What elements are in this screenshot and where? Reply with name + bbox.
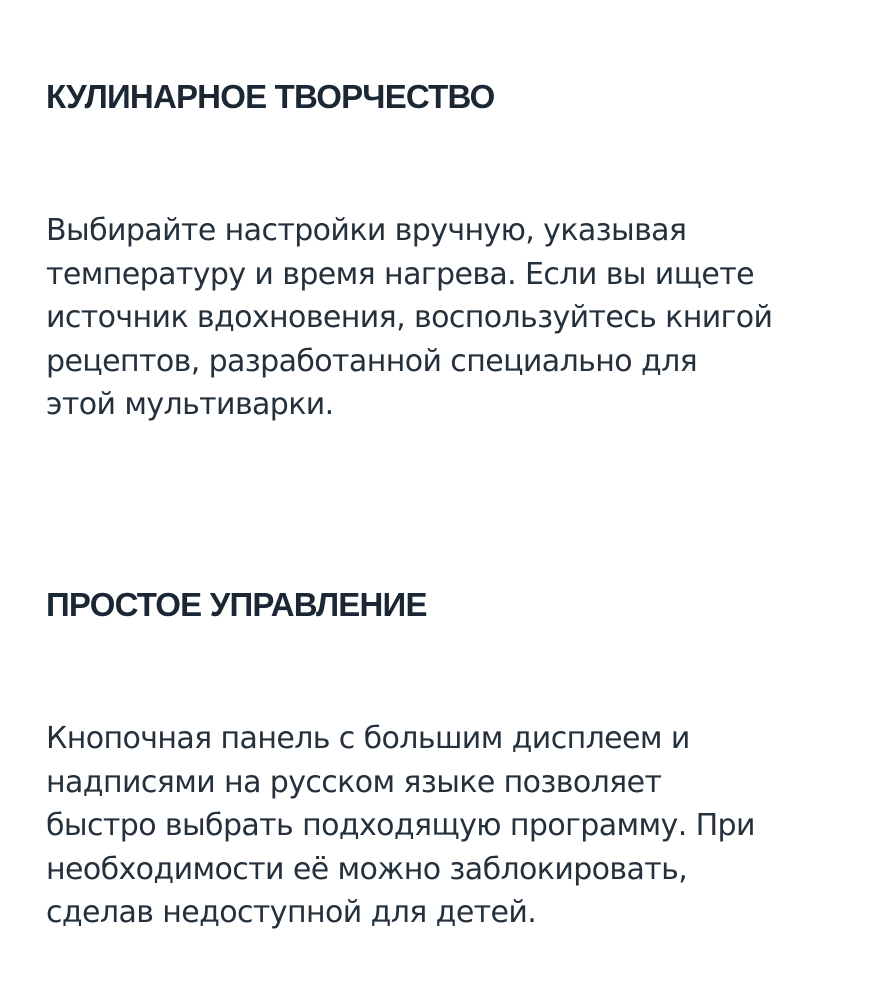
description-line: сделав недоступной для детей. — [46, 895, 537, 930]
description-line: Выбирайте настройки вручную, указывая — [46, 213, 687, 248]
description-line: рецептов, разработанной специально для — [46, 343, 698, 379]
description-line: необходимости её можно заблокировать, — [46, 851, 688, 887]
section-description — [46, 717, 866, 935]
description-line: быстро выбрать подходящую программу. При — [46, 808, 755, 843]
description-line: температуру и время нагрева. Если вы ищете — [46, 256, 754, 292]
description-line: этой мультиварки. — [46, 387, 334, 422]
section-culinary-creativity — [46, 75, 866, 422]
section-heading: КУЛИНАРНОЕ ТВОРЧЕСТВО — [46, 78, 495, 115]
section-simple-control — [46, 583, 866, 930]
description-line: Кнопочная панель с большим дисплеем и — [46, 721, 690, 756]
description-line: источник вдохновения, воспользуйтесь книгой — [46, 300, 773, 335]
description-line: надписями на русском языке позволяет — [46, 764, 662, 800]
section-description — [46, 209, 866, 427]
section-heading: ПРОСТОЕ УПРАВЛЕНИЕ — [46, 586, 427, 623]
